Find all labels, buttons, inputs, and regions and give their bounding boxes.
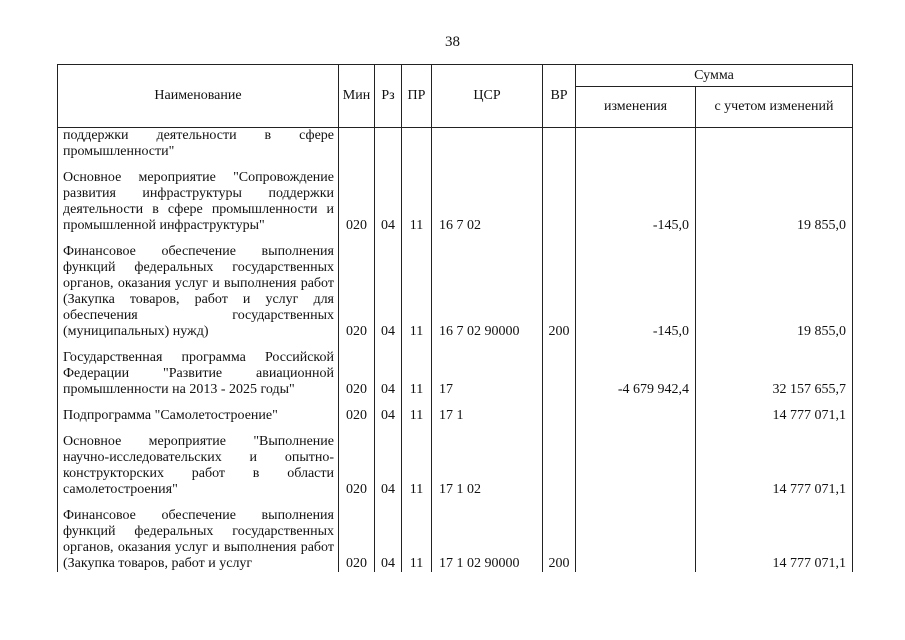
row-csr: 17 1: [432, 408, 543, 424]
table-header: [58, 65, 853, 128]
table-row: [58, 350, 853, 398]
row-change: -145,0: [576, 170, 696, 234]
row-name: Финансовое обеспечение выполнения функций федеральных государственных органов, оказания услуг и выполнения работ (Закупка товаров, работ и услуг для обеспечения государственных (муниципальных) нужд): [58, 244, 339, 340]
row-total: 32 157 655,7: [696, 350, 853, 398]
row-total: 14 777 071,1: [696, 408, 853, 424]
row-pr: 11: [402, 244, 432, 340]
row-change: [576, 128, 696, 161]
row-csr: [432, 128, 543, 161]
table-body: [58, 128, 853, 573]
row-change: [576, 434, 696, 498]
row-pr: [402, 128, 432, 161]
row-vr: [543, 434, 576, 498]
row-rz: [375, 128, 402, 161]
header-change: изменения: [576, 87, 696, 128]
row-total: 14 777 071,1: [696, 434, 853, 498]
row-min: 020: [339, 350, 375, 398]
row-vr: 200: [543, 244, 576, 340]
row-name: Основное мероприятие "Сопровождение развития инфраструктуры поддержки деятельности в сфере промышленности и промышленной инфраструктуры": [58, 170, 339, 234]
row-pr: 11: [402, 508, 432, 572]
row-csr: 16 7 02: [432, 170, 543, 234]
row-vr: [543, 170, 576, 234]
row-pr: 11: [402, 434, 432, 498]
table-row: [58, 508, 853, 572]
row-total: [696, 128, 853, 161]
row-pr: 11: [402, 350, 432, 398]
header-pr: ПР: [402, 65, 432, 128]
row-vr: [543, 128, 576, 161]
row-csr: 16 7 02 90000: [432, 244, 543, 340]
table-row: [58, 408, 853, 424]
page-number: 38: [445, 34, 460, 50]
row-rz: 04: [375, 244, 402, 340]
table-row: [58, 434, 853, 498]
row-change: -145,0: [576, 244, 696, 340]
row-name: Подпрограмма "Самолетостроение": [58, 408, 339, 424]
row-total: 19 855,0: [696, 170, 853, 234]
row-min: 020: [339, 170, 375, 234]
table-row: [58, 170, 853, 234]
header-csr: ЦСР: [432, 65, 543, 128]
row-name: поддержки деятельности в сфере промышленности": [58, 128, 339, 161]
row-rz: 04: [375, 170, 402, 234]
row-rz: 04: [375, 434, 402, 498]
header-with-change: с учетом изменений: [696, 87, 853, 128]
row-change: [576, 408, 696, 424]
header-vr: ВР: [543, 65, 576, 128]
row-name: Основное мероприятие "Выполнение научно-исследовательских и опытно-конструкторских работ в области самолетостроения": [58, 434, 339, 498]
header-sum: Сумма: [576, 65, 853, 87]
row-rz: 04: [375, 508, 402, 572]
row-name: Финансовое обеспечение выполнения функций федеральных государственных органов, оказания услуг и выполнения работ (Закупка товаров, работ и услуг: [58, 508, 339, 572]
row-csr: 17 1 02: [432, 434, 543, 498]
row-total: 19 855,0: [696, 244, 853, 340]
row-rz: 04: [375, 408, 402, 424]
row-min: 020: [339, 508, 375, 572]
row-vr: 200: [543, 508, 576, 572]
row-min: [339, 128, 375, 161]
header-name: Наименование: [58, 65, 339, 128]
row-csr: 17 1 02 90000: [432, 508, 543, 572]
row-min: 020: [339, 408, 375, 424]
row-min: 020: [339, 434, 375, 498]
row-vr: [543, 408, 576, 424]
row-rz: 04: [375, 350, 402, 398]
row-csr: 17: [432, 350, 543, 398]
row-vr: [543, 350, 576, 398]
row-min: 020: [339, 244, 375, 340]
row-change: [576, 508, 696, 572]
row-name: Государственная программа Российской Федерации "Развитие авиационной промышленности на 2013 - 2025 годы": [58, 350, 339, 398]
header-rz: Рз: [375, 65, 402, 128]
row-total: 14 777 071,1: [696, 508, 853, 572]
budget-table: [57, 64, 853, 572]
row-pr: 11: [402, 170, 432, 234]
header-min: Мин: [339, 65, 375, 128]
row-pr: 11: [402, 408, 432, 424]
table-row: [58, 128, 853, 161]
table-row: [58, 244, 853, 340]
row-change: -4 679 942,4: [576, 350, 696, 398]
